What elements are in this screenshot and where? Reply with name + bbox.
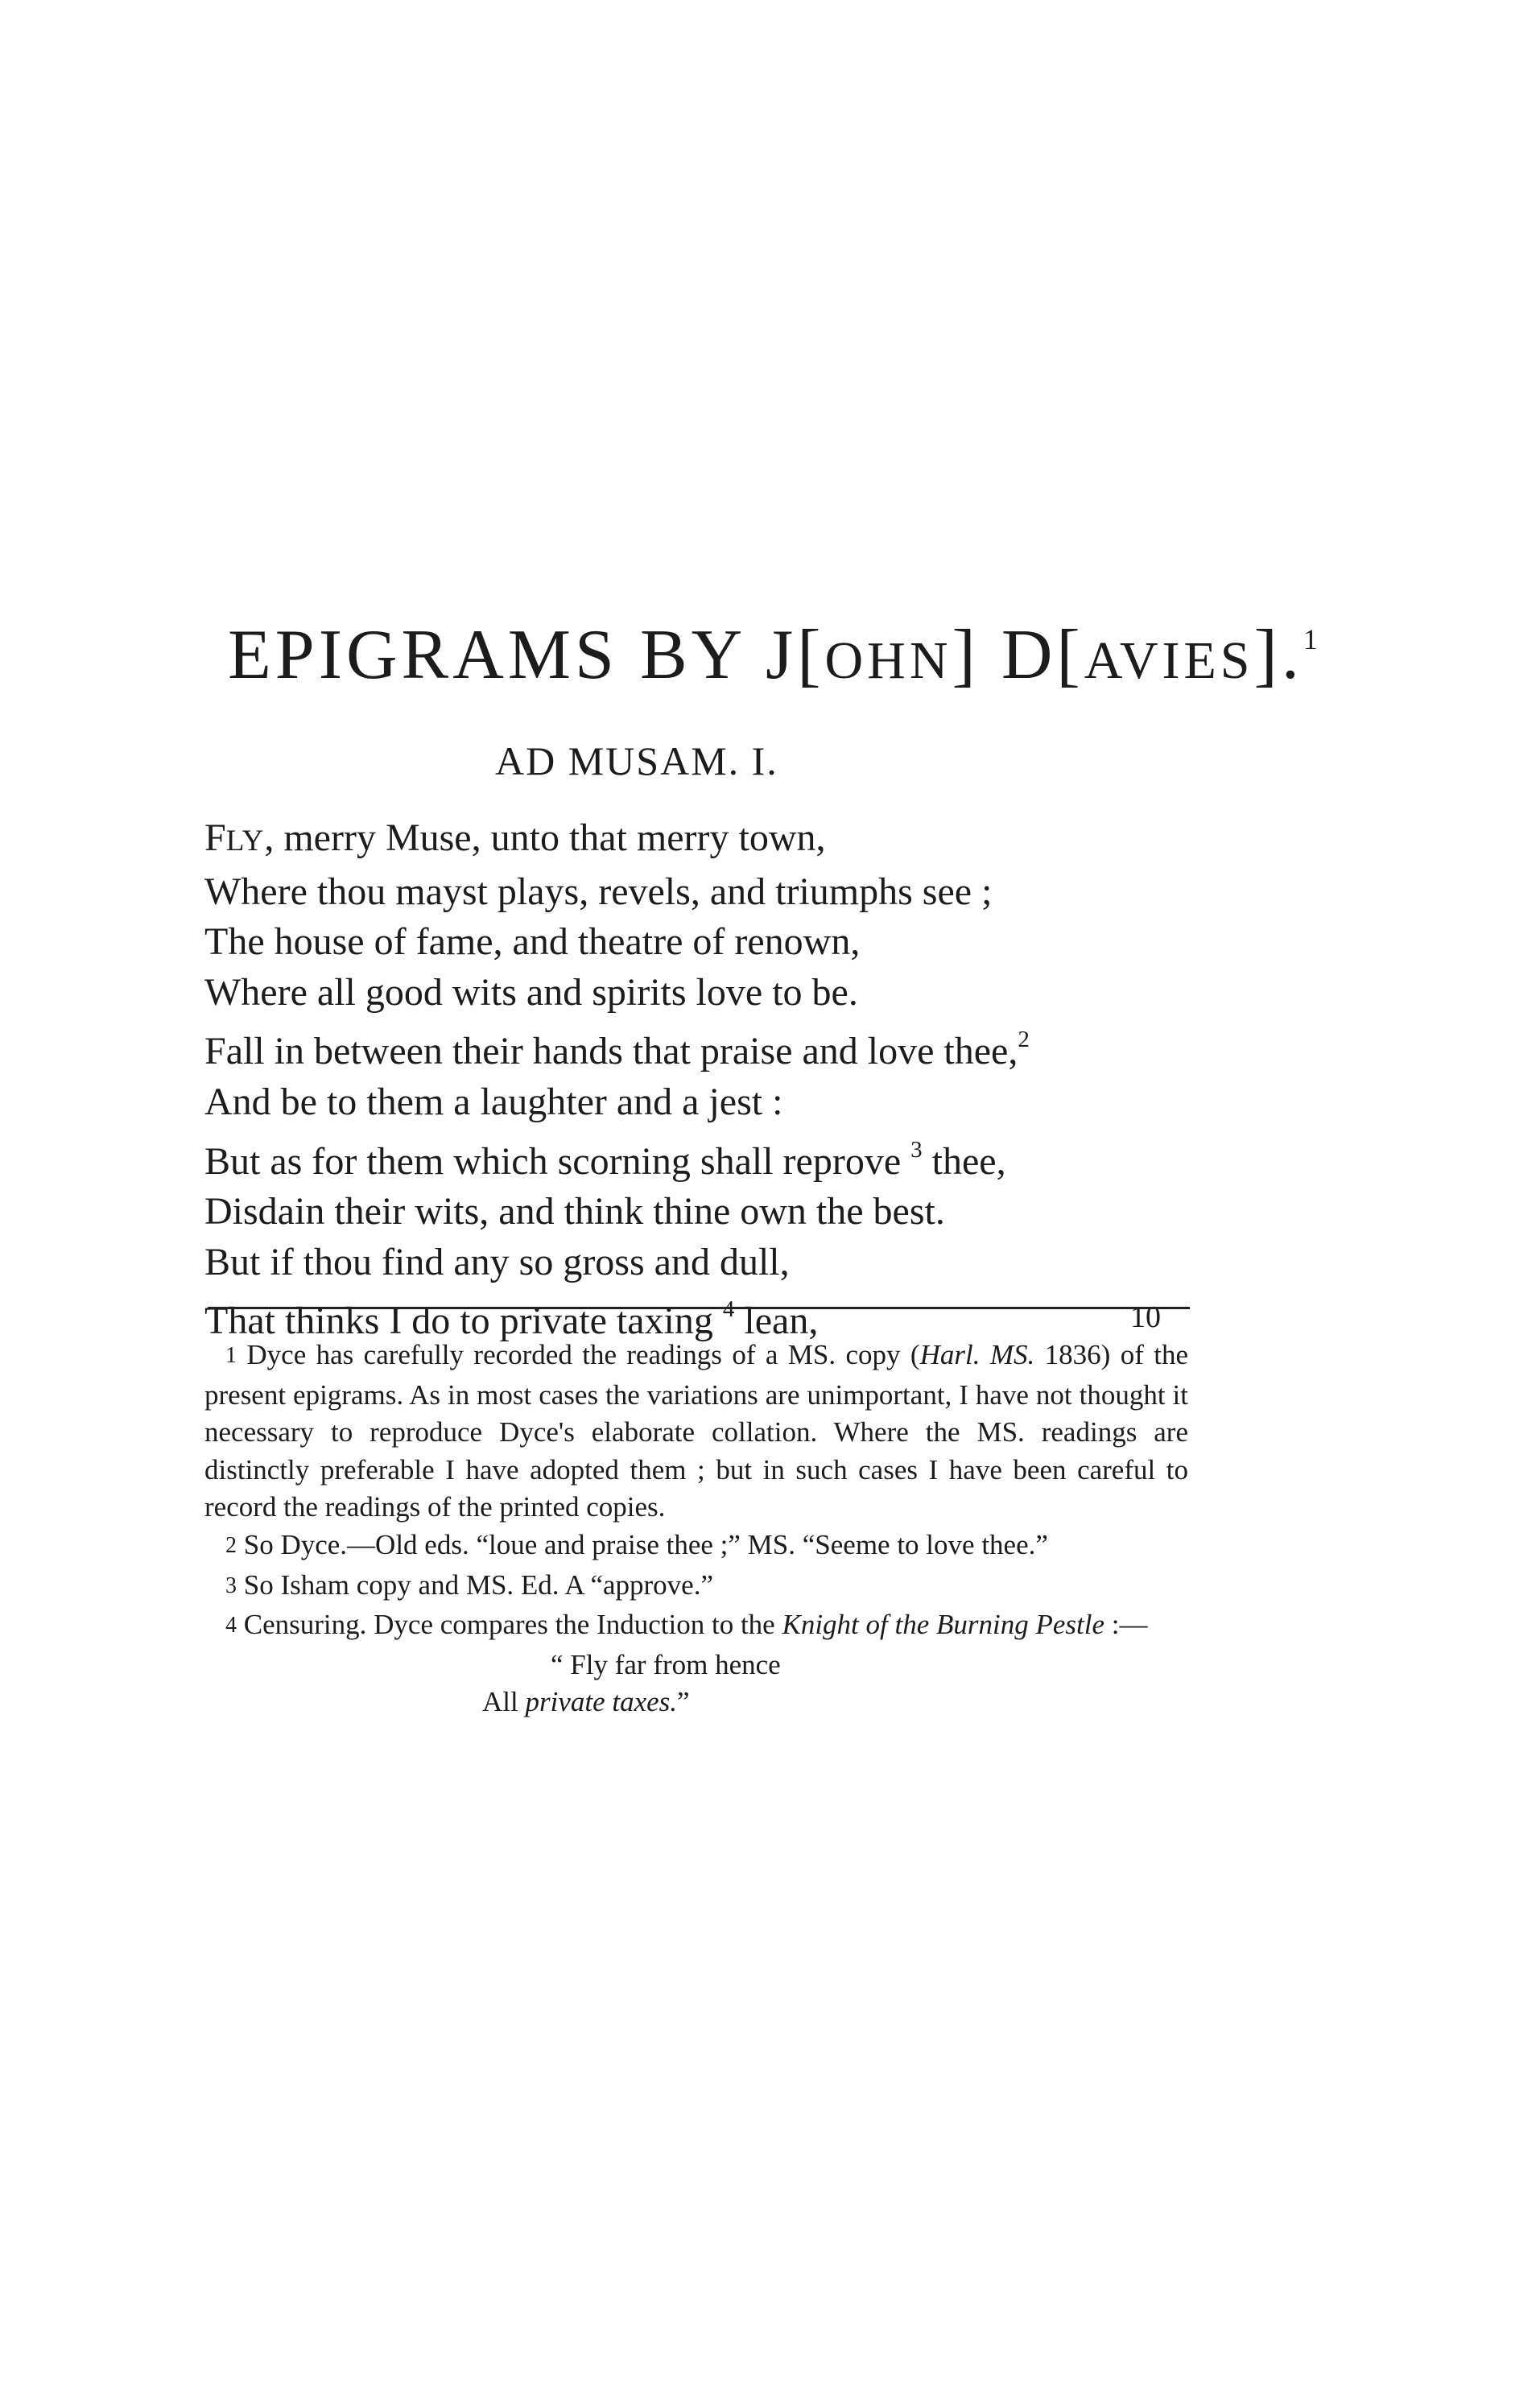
poem-line: The house of fame, and theatre of renown, [204, 920, 861, 964]
footnote-3: 3 So Isham copy and MS. Ed. A “approve.” [225, 1568, 713, 1601]
footnote-2: 2 So Dyce.—Old eds. “loue and praise thee ;” MS. “Seeme to love thee.” [225, 1528, 1048, 1560]
poem-line: That thinks I do to private taxing $^4$ lean, 10 [204, 1287, 1195, 1347]
footnote-1: 1 Dyce has carefully recorded the readings of a MS. copy (Harl. MS. 1836) of the present epigrams. As in most cases the variations are unimportant, I have not thought it necessary to reproduce Dyce's elaborate collation. Where the MS. readings are distinctly preferable I have adopted them ; but in such cases I have been careful to record the readings of the printed copies. [204, 1339, 1188, 1523]
poem-subtitle: AD MUSAM. I. [495, 738, 778, 783]
title-smallcaps: OHN [824, 631, 952, 690]
line-number: 10 [1130, 1300, 1161, 1335]
poem-line: Disdain their wits, and think thine own the best. [204, 1190, 945, 1234]
title-text: ] D[ [952, 616, 1084, 694]
footnote-4: 4 Censuring. Dyce compares the Induction to the Knight of the Burning Pestle :— [225, 1609, 1148, 1641]
poem-line: FLY, merry Muse, unto that merry town, [204, 816, 826, 859]
quote-line: “ Fly far from hence [551, 1648, 781, 1680]
page-title [228, 616, 1322, 694]
poem-line: Where thou mayst plays, revels, and triumphs see ; [204, 870, 993, 913]
poem-line: But if thou find any so gross and dull, [204, 1240, 790, 1283]
footnote-mark: 1 [1303, 623, 1322, 655]
poem-line: And be to them a laughter and a jest : [204, 1080, 783, 1123]
poem-line: But as for them which scorning shall reprove $^3$ thee, [204, 1136, 1006, 1183]
title-smallcaps: AVIES [1084, 631, 1254, 690]
footnotes [204, 1337, 1188, 1721]
footnote-divider [208, 1307, 1190, 1309]
poem-body [204, 813, 1195, 1347]
quote-line: All private taxes.” [482, 1686, 690, 1718]
poem-line: Fall in between their hands that praise and love thee,$^2$ [204, 1027, 1030, 1073]
footnote-mark: 3 [910, 1136, 923, 1163]
first-word: FLY [204, 816, 265, 859]
title-text: ]. [1253, 616, 1303, 694]
poem-line: Where all good wits and spirits love to be. [204, 970, 858, 1014]
footnote-mark: 4 [722, 1296, 735, 1323]
footnote-mark: 2 [1018, 1027, 1030, 1053]
title-text: EPIGRAMS BY J[ [228, 616, 825, 694]
